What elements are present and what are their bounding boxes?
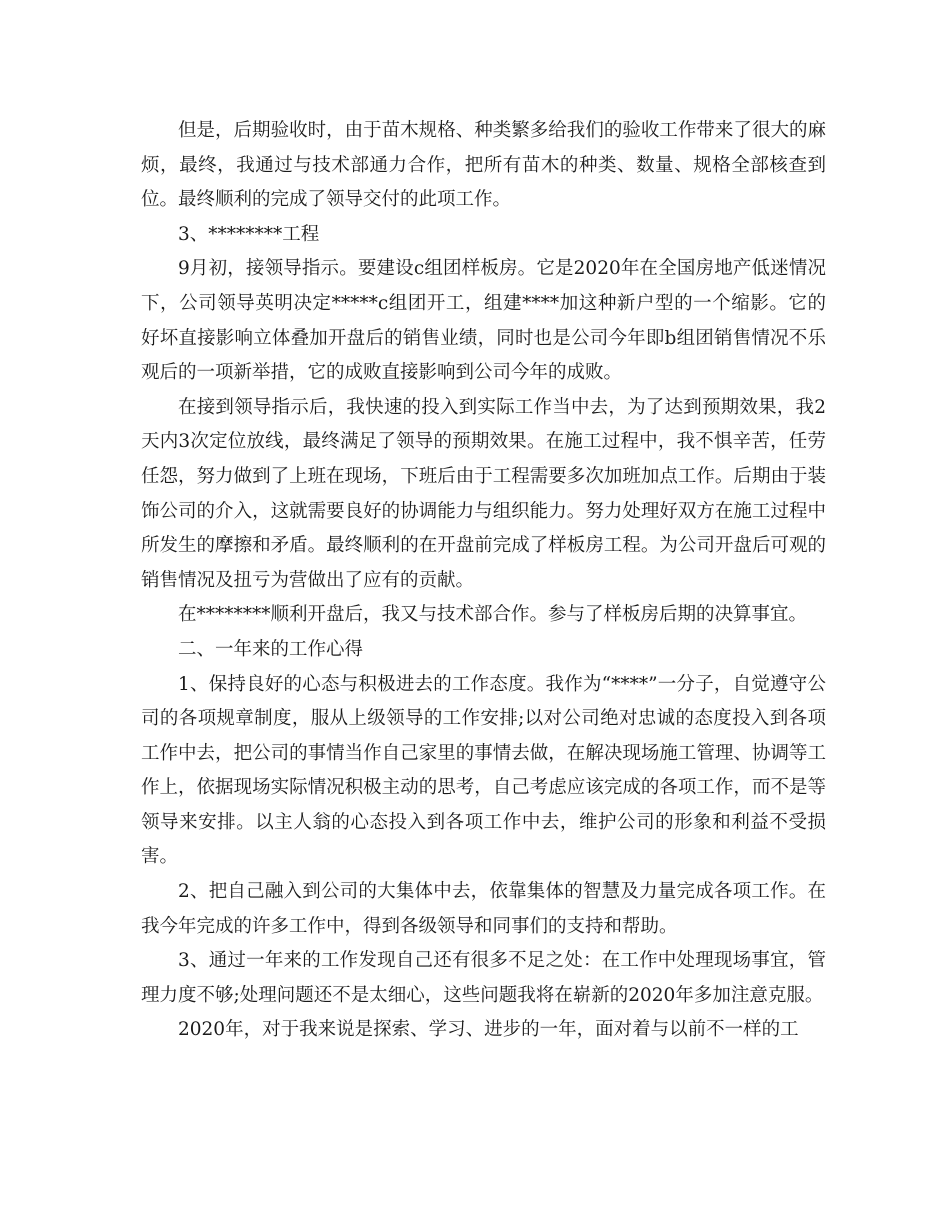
paragraph-settlement: 在********顺利开盘后，我又与技术部合作。参与了样板房后期的决算事宜。 <box>178 604 808 626</box>
section-heading-project-3: 3、********工程 <box>178 223 320 245</box>
paragraph-experience-3: 3、通过一年来的工作发现自己还有很多不足之处：在工作中处理现场事宜，管理力度不够;处理问题还不是太细心，这些问题我将在崭新的2020年多加注意克服。 <box>141 950 826 1006</box>
paragraph-experience-2: 2、把自己融入到公司的大集体中去，依靠集体的智慧及力量完成各项工作。在我今年完成的许多工作中，得到各级领导和同事们的支持和帮助。 <box>141 881 826 937</box>
section-heading-experience: 二、一年来的工作心得 <box>178 638 364 660</box>
paragraph-experience-1: 1、保持良好的心态与积极进去的工作态度。我作为“****”一分子，自觉遵守公司的各项规章制度，服从上级领导的工作安排;以对公司绝对忠诚的态度投入到各项工作中去，把公司的事情当作自己家里的事情去做，在解决现场施工管理、协调等工作上，依据现场实际情况积极主动的思考，自己考虑应该完成的各项工作，而不是等领导来安排。以主人翁的心态投入到各项工作中去，维护公司的形象和利益不受损害。 <box>141 673 826 868</box>
paragraph-sample-house-intro: 9月初，接领导指示。要建设c组团样板房。它是2020年在全国房地产低迷情况下，公司领导英明决定*****c组团开工，组建****加这种新户型的一个缩影。它的好坏直接影响立体叠加开盘后的销售业绩，同时也是公司今年即b组团销售情况不乐观后的一项新举措，它的成败直接影响到公司今年的成败。 <box>141 258 826 384</box>
paragraph-year-summary: 2020年，对于我来说是探索、学习、进步的一年，面对着与以前不一样的工 <box>178 1019 799 1041</box>
document-body <box>141 114 826 1048</box>
paragraph-sample-house-work: 在接到领导指示后，我快速的投入到实际工作当中去，为了达到预期效果，我2天内3次定位放线，最终满足了领导的预期效果。在施工过程中，我不惧辛苦，任劳任怨，努力做到了上班在现场，下班后由于工程需要多次加班加点工作。后期由于装饰公司的介入，这就需要良好的协调能力与组织能力。努力处理好双方在施工过程中所发生的摩擦和矛盾。最终顺利的在开盘前完成了样板房工程。为公司开盘后可观的销售情况及扭亏为营做出了应有的贡献。 <box>141 396 826 591</box>
paragraph-acceptance-work: 但是，后期验收时，由于苗木规格、种类繁多给我们的验收工作带来了很大的麻烦，最终，我通过与技术部通力合作，把所有苗木的种类、数量、规格全部核查到位。最终顺利的完成了领导交付的此项工作。 <box>141 120 826 211</box>
